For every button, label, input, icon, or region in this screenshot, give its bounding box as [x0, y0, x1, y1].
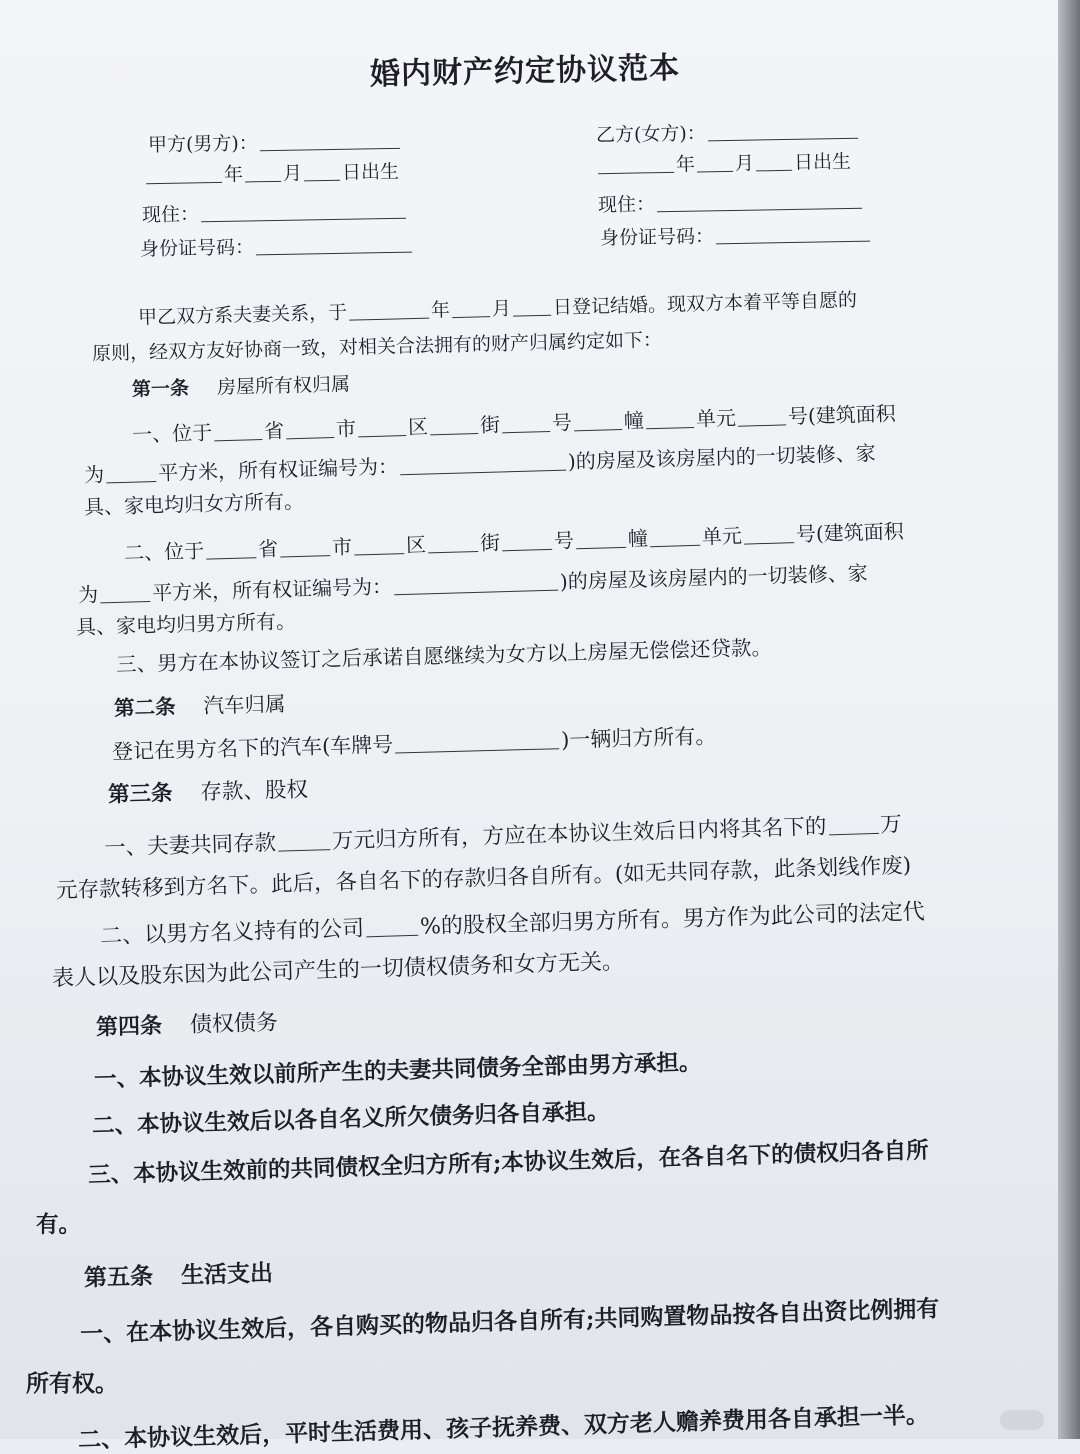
article-3-item-1-line-2 — [56, 853, 912, 904]
party-a-address-line — [142, 200, 408, 227]
clause-text: 省 — [257, 536, 279, 562]
party-b-id-blank — [716, 240, 870, 245]
clause-text: )的房屋及该房屋内的一切装修、家 — [559, 560, 868, 594]
clause-text: )的房屋及该房屋内的一切装修、家 — [567, 440, 876, 474]
clause-text: 二、位于 — [123, 538, 205, 565]
birth-month-label: 月 — [734, 152, 755, 175]
page-edge-shadow — [1058, 0, 1080, 1439]
party-a-name-line — [148, 130, 402, 157]
article-number: 第二条 — [113, 694, 176, 721]
party-b-id-label: 身份证号码： — [599, 225, 715, 250]
article-2-heading — [114, 692, 286, 721]
article-4-item-1 — [94, 1050, 702, 1094]
preamble-text: 年 — [430, 299, 451, 322]
province-blank — [214, 438, 262, 441]
article-1-item-1-line-2 — [84, 441, 876, 487]
clause-text: 二、本协议生效后，平时生活费用、孩子抚养费、双方老人赡养费用各自承担一半。 — [77, 1401, 930, 1454]
article-number: 第五条 — [83, 1262, 154, 1292]
city-blank — [280, 554, 330, 557]
article-4-item-3 — [88, 1138, 929, 1190]
article-3-item-1-line-1 — [104, 812, 902, 861]
party-b-address-blank — [657, 207, 862, 213]
watermark-badge — [1000, 1410, 1044, 1430]
district-blank — [358, 434, 406, 437]
article-5-item-2 — [78, 1401, 929, 1454]
clause-text: 登记在男方名下的汽车(车牌号 — [111, 732, 394, 764]
preamble-text: 日登记结婚。现双方本着平等自愿的 — [552, 289, 858, 319]
building-blank — [576, 546, 626, 549]
article-3-heading — [108, 777, 309, 808]
party-b-address-label: 现住： — [597, 193, 656, 217]
preamble-text: 原则，经双方友好协商一致，对相关合法拥有的财产归属约定如下： — [91, 329, 663, 365]
unit-blank — [650, 544, 700, 547]
clause-text: 所有权。 — [26, 1370, 118, 1397]
party-a-id-label: 身份证号码： — [139, 236, 255, 261]
article-5-item-1-end — [26, 1370, 118, 1398]
birth-year-label: 年 — [675, 153, 696, 176]
birth-day-label: 日出生 — [793, 150, 852, 174]
clause-text: 幢 — [627, 526, 649, 551]
preamble-text: 甲乙双方系夫妻关系，于 — [137, 301, 348, 329]
birth-month-label: 月 — [282, 162, 303, 185]
clause-text: 号 — [551, 410, 573, 435]
street-blank — [430, 432, 478, 435]
article-number: 第三条 — [107, 780, 173, 808]
clause-text: 平方米，所有权证编号为： — [151, 574, 393, 605]
document-title: 婚内财产约定协议范本 — [369, 50, 681, 93]
unit-blank — [646, 426, 694, 429]
clause-text: 具、家电均归女方所有。 — [83, 488, 305, 520]
district-blank — [354, 552, 404, 555]
clause-text: 号(建筑面积 — [787, 401, 896, 429]
clause-text: 区 — [405, 532, 427, 558]
article-4-item-3-end — [36, 1212, 81, 1239]
article-5-item-1 — [80, 1295, 940, 1348]
party-a-address-label: 现住： — [141, 203, 200, 227]
area-blank — [100, 600, 150, 603]
birth-year-blank — [598, 171, 674, 174]
province-blank — [206, 556, 256, 559]
party-b-id-line — [600, 223, 872, 251]
article-number: 第四条 — [95, 1012, 163, 1041]
preamble-text: 月 — [491, 297, 512, 321]
birth-year-label: 年 — [223, 163, 244, 186]
birth-month-blank — [697, 170, 733, 173]
clause-text: 单元 — [695, 405, 737, 431]
party-a-address-blank — [201, 217, 406, 223]
clause-text: 为 — [77, 582, 99, 608]
article-3-item-2-line-2 — [52, 950, 625, 993]
party-a-birth-line — [144, 161, 399, 188]
clause-text: 具、家电均归男方所有。 — [75, 608, 297, 640]
clause-text: 单元 — [701, 523, 743, 549]
clause-text: 二、本协议生效后以各自名义所欠债务归各自承担。 — [91, 1098, 610, 1140]
clause-text: 省 — [263, 418, 285, 443]
marriage-day-blank — [513, 314, 551, 317]
clause-text: 平方米，所有权证编号为： — [157, 454, 399, 485]
number-blank — [502, 430, 550, 433]
preamble-line-2 — [92, 329, 662, 366]
share-percent-blank — [366, 934, 418, 938]
certificate-blank — [400, 469, 566, 476]
party-b-name-blank — [708, 137, 858, 142]
transfer-amount-blank — [829, 832, 879, 835]
clause-text: 二、以男方名义持有的公司 — [99, 916, 365, 950]
marriage-month-blank — [452, 315, 490, 318]
party-b-address-line — [598, 190, 864, 217]
article-title: 债权债务 — [189, 1010, 279, 1038]
article-1-item-1-line-1 — [132, 401, 896, 446]
article-title: 生活支出 — [180, 1259, 274, 1289]
article-title: 房屋所有权归属 — [216, 373, 351, 399]
plate-number-blank — [395, 747, 559, 753]
clause-text: 街 — [479, 412, 501, 437]
clause-text: 三、男方在本协议签订之后承诺自愿继续为女方以上房屋无偿偿还贷款。 — [115, 635, 773, 677]
clause-text: 街 — [479, 530, 501, 555]
clause-text: 万 — [879, 812, 903, 838]
article-2-line — [112, 724, 717, 765]
building-blank — [574, 428, 622, 431]
clause-text: 市 — [335, 416, 357, 441]
article-3-item-2-line-1 — [100, 900, 925, 951]
article-1-heading — [132, 373, 351, 401]
clause-text: )一辆归方所有。 — [560, 724, 717, 753]
area-blank — [106, 480, 156, 483]
street-blank — [428, 550, 478, 553]
party-a-id-blank — [256, 251, 412, 256]
clause-text: 号 — [553, 528, 575, 553]
article-4-item-2 — [92, 1099, 610, 1140]
article-title: 存款、股权 — [200, 777, 309, 806]
article-title: 汽车归属 — [203, 691, 286, 718]
birth-year-blank — [146, 181, 222, 184]
article-4-heading — [96, 1009, 279, 1041]
article-1-item-2-line-3 — [76, 609, 297, 639]
clause-text: 为 — [83, 462, 105, 488]
clause-text: %的股权全部归男方所有。男方作为此公司的法定代 — [419, 899, 926, 940]
clause-text: 一、位于 — [131, 420, 213, 447]
clause-text: 区 — [407, 414, 429, 439]
clause-text: 一、在本协议生效后，各自购买的物品归各自所有;共同购置物品按各自出资比例拥有 — [79, 1295, 940, 1348]
party-b-birth-line — [596, 151, 851, 178]
room-blank — [738, 423, 786, 426]
article-5-heading — [84, 1260, 274, 1293]
article-1-item-1-line-3 — [84, 489, 305, 519]
article-1-item-2-line-2 — [78, 561, 868, 607]
room-blank — [744, 541, 794, 544]
city-blank — [286, 436, 334, 439]
birth-day-label: 日出生 — [341, 160, 400, 184]
preamble-line-1 — [138, 289, 857, 329]
clause-text: 元存款转移到方名下。此后，各自名下的存款归各自所有。(如无共同存款，此条划线作废) — [55, 853, 912, 904]
clause-text: 一、夫妻共同存款 — [103, 830, 277, 861]
party-a-id-line — [140, 234, 414, 262]
article-number: 第一条 — [131, 377, 190, 401]
clause-text: 有。 — [36, 1212, 82, 1238]
birth-day-blank — [304, 179, 340, 182]
article-1-item-3 — [116, 635, 772, 677]
party-b-name-line — [596, 120, 860, 147]
party-b-name-label: 乙方(女方)： — [595, 122, 707, 147]
clause-text: 三、本协议生效前的共同债权全归方所有;本协议生效后，在各自名下的债权归各自所 — [87, 1137, 929, 1189]
savings-blank — [278, 848, 330, 852]
birth-month-blank — [245, 180, 281, 183]
birth-day-blank — [756, 169, 792, 172]
clause-text: 市 — [331, 534, 353, 560]
clause-text: 幢 — [623, 408, 645, 433]
clause-text: 一、本协议生效以前所产生的夫妻共同债务全部由男方承担。 — [93, 1049, 702, 1093]
party-a-name-blank — [260, 147, 400, 151]
certificate-blank — [394, 589, 558, 596]
clause-text: 号(建筑面积 — [795, 519, 904, 547]
clause-text: 表人以及股东因为此公司产生的一切债权债务和女方无关。 — [51, 949, 625, 992]
number-blank — [502, 548, 552, 551]
party-a-name-label: 甲方(男方)： — [147, 132, 259, 157]
marriage-year-blank — [349, 317, 429, 321]
clause-text: 万元归方所有，方应在本协议生效后日内将其名下的 — [331, 814, 827, 855]
article-1-item-2-line-1 — [124, 519, 904, 565]
